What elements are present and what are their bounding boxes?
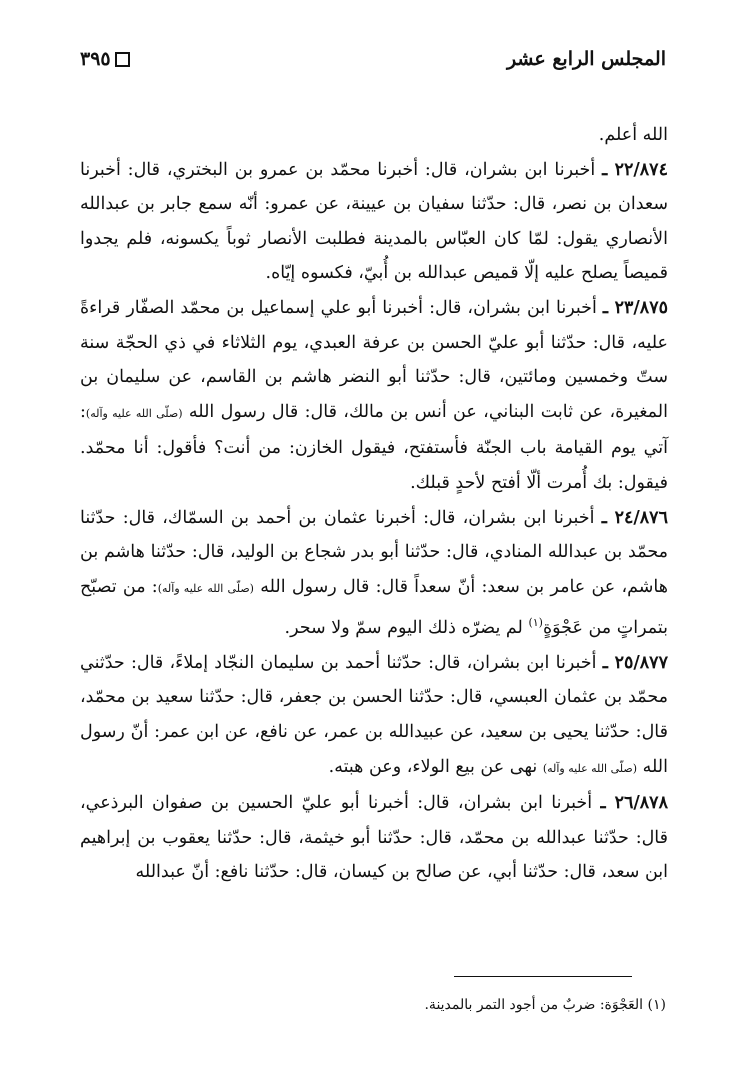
page-number-text: ٣٩٥ bbox=[80, 48, 111, 70]
hadith-877 bbox=[80, 646, 668, 786]
hadith-number: ٢٦/٨٧٨ ـ bbox=[600, 793, 668, 814]
hadith-number: ٢٥/٨٧٧ ـ bbox=[602, 652, 668, 673]
hadith-text: أخبرنا ابن بشران، قال: أخبرنا محمّد بن عمرو بن البختري، قال: أخبرنا سعدان بن نصر، قال: حدّثنا سفيان بن عيينة، عن عمرو: أنّه سمع جابر بن عبدالله الأنصاري يقول: لمّا كان العبّاس بالمدينة فطلبت الأنصار ثوباً يكسونه، فلم يجدوا قميصاً يصلح عليه إلّا قميص عبدالله بن أُبيّ، فكسوه إيّاه. bbox=[80, 159, 668, 284]
chapter-title: المجلس الرابع عشر bbox=[506, 48, 666, 70]
hadith-876 bbox=[80, 501, 668, 646]
hadith-878 bbox=[80, 786, 668, 890]
paragraph-closing bbox=[80, 118, 668, 153]
paragraph-text: الله أعلم. bbox=[598, 125, 668, 145]
hadith-text: أخبرنا ابن بشران، قال: أخبرنا أبو عليّ الحسين بن صفوان البرذعي، قال: حدّثنا عبدالله بن محمّد، قال: حدّثنا أبو خيثمة، قال: حدّثنا يعقوب بن إبراهيم ابن سعد، قال: حدّثنا أبي، عن صالح بن كيسان، قال: حدّثنا نافع: أنّ عبدالله bbox=[80, 793, 668, 883]
footnote-text: العَجْوَة: ضربٌ من أجود التمر بالمدينة. bbox=[424, 997, 644, 1013]
blessing-phrase: (صلّى الله عليه وآله) bbox=[85, 406, 183, 420]
hadith-text: أخبرنا ابن بشران، قال: حدّثنا أحمد بن سليمان النجّاد إملاءً، قال: حدّثني محمّد بن عثمان العبسي، قال: حدّثنا الحسن بن جعفر، قال: حدّثنا سعيد بن محمّد، قال: حدّثنا يحيى بن سعيد، عن عبيدالله بن عمر، عن نافع، عن ابن عمر: أنّ رسول الله bbox=[80, 652, 668, 777]
running-header bbox=[80, 48, 666, 78]
hadith-number: ٢٢/٨٧٤ ـ bbox=[602, 159, 668, 180]
hadith-874 bbox=[80, 153, 668, 291]
blessing-phrase: (صلّى الله عليه وآله) bbox=[157, 581, 254, 595]
hadith-number: ٢٤/٨٧٦ ـ bbox=[601, 507, 668, 528]
page-marker-square-icon bbox=[115, 52, 130, 67]
hadith-text-cont: نهى عن بيع الولاء، وعن هبته. bbox=[328, 756, 543, 777]
footnote-separator bbox=[454, 976, 632, 977]
hadith-text: أخبرنا ابن بشران، قال: أخبرنا أبو علي إسماعيل بن محمّد الصفّار قراءةً عليه، قال: حدّثنا أبو عليّ الحسن بن عرفة العبدي، يوم الثلاثاء في ذي الحجّة سنة ستّ وخمسين ومائتين، قال: حدّثنا أبو النضر هاشم بن القاسم، عن سليمان بن المغيرة، عن ثابت البناني، عن أنس بن مالك، قال: قال رسول الله bbox=[80, 297, 668, 422]
hadith-text: أخبرنا ابن بشران، قال: أخبرنا عثمان بن أحمد بن السمّاك، قال: حدّثنا محمّد بن عبدالله المنادي، قال: حدّثنا أبو بدر شجاع بن الوليد، قال: حدّثنا هاشم بن هاشم، عن عامر بن سعد: أنّ سعداً قال: قال رسول الله bbox=[80, 507, 668, 597]
page-number bbox=[80, 48, 130, 70]
hadith-text-cont: : من تصبّح بتمراتٍ من عَجْوَةٍ bbox=[80, 576, 668, 639]
footnote bbox=[80, 994, 666, 1016]
main-text bbox=[80, 118, 668, 890]
hadith-875 bbox=[80, 291, 668, 501]
hadith-number: ٢٣/٨٧٥ ـ bbox=[602, 297, 668, 318]
hadith-text-end: لم يضرّه ذلك اليوم سمّ ولا سحر. bbox=[284, 618, 529, 639]
blessing-phrase: (صلّى الله عليه وآله) bbox=[542, 761, 638, 775]
footnote-reference[interactable]: (١) bbox=[528, 616, 543, 630]
hadith-text-cont: : آتي يوم القيامة باب الجنّة فأستفتح، فيقول الخازن: من أنت؟ فأقول: أنا محمّد. فيقول: بك أُمرت ألّا أفتح لأحدٍ قبلك. bbox=[80, 401, 668, 493]
footnote-marker: (١) bbox=[647, 997, 666, 1013]
